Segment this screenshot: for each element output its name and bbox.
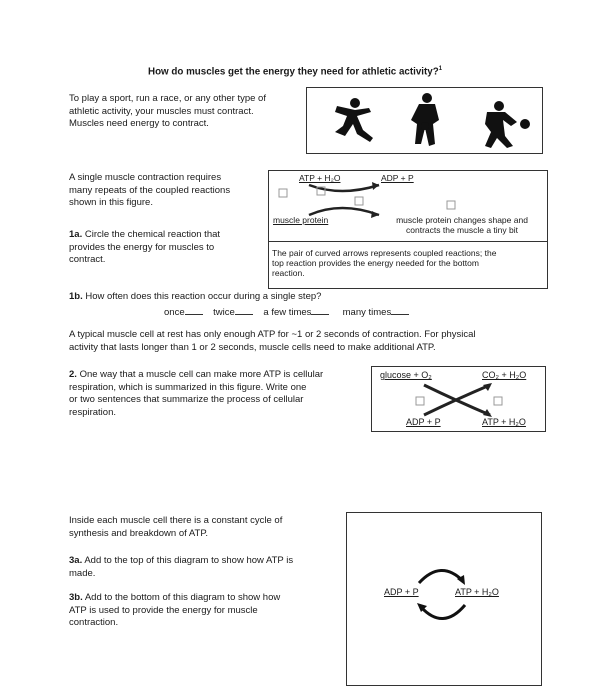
runner-silhouette	[335, 98, 373, 142]
atp-cycle-figure[interactable]	[346, 512, 542, 686]
atp-cycle-arrows	[347, 513, 541, 685]
figure-divider	[269, 241, 547, 242]
fig3-atp-label: ATP + H₂O	[455, 587, 499, 597]
basketball-player-silhouette	[411, 93, 439, 146]
q3a-text: 3a. Add to the top of this diagram to show how ATP is made.	[69, 555, 294, 579]
fig2-co2-label: CO₂ + H₂O	[482, 370, 527, 380]
q3-intro: Inside each muscle cell there is a constant cycle of synthesis and breakdown of ATP.	[69, 515, 283, 539]
q1a-text: 1a. Circle the chemical reaction that provides the energy for muscles to contract.	[69, 229, 221, 265]
fig1-caption: The pair of curved arrows represents coupled reactions; the top reaction provides the energy needed for the bottom reaction.	[272, 248, 497, 278]
fig1-top-left-label: ATP + H₂O	[299, 173, 341, 183]
page-title: How do muscles get the energy they need for athletic activity?$^1$	[148, 66, 443, 78]
q3b-text: 3b. Add to the bottom of this diagram to show how ATP is used to provide the energy for muscle contraction.	[69, 592, 281, 628]
fig1-bottom-right-label: muscle protein changes shape and contracts the muscle a tiny bit	[396, 215, 528, 235]
q1b-text: 1b. How often does this reaction occur during a single step?	[69, 291, 322, 302]
coupled-reactions-figure	[268, 170, 548, 289]
q2-text: 2. One way that a muscle cell can make more ATP is cellular respiration, which is summarized in this figure. Write one or two sentences that summarize the process of cellular respiration.	[69, 369, 324, 418]
q1b-choices	[164, 305, 409, 320]
fig1-bottom-left-label: muscle protein	[273, 215, 329, 225]
blank-line[interactable]	[391, 305, 409, 315]
fig2-atp-label: ATP + H₂O	[482, 417, 526, 427]
choice-twice[interactable]: twice	[213, 307, 235, 318]
basketball-player-dribbling-silhouette	[485, 101, 530, 148]
respiration-intro: A typical muscle cell at rest has only enough ATP for ~1 or 2 seconds of contraction. For physical activity that lasts longer than 1 or 2 seconds, muscle cells need to make additional ATP.	[69, 329, 476, 353]
choice-once[interactable]: once	[164, 307, 185, 318]
choice-few-times[interactable]: a few times	[263, 307, 312, 318]
choice-many-times[interactable]: many times	[342, 307, 392, 318]
fig3-adp-label: ADP + P	[384, 587, 419, 597]
q1-lead-text: A single muscle contraction requires many repeats of the coupled reactions shown in this figure.	[69, 172, 231, 208]
fig2-glucose-label: glucose + O₂	[380, 370, 432, 380]
blank-line[interactable]	[185, 305, 203, 315]
fig2-adp-label: ADP + P	[406, 417, 441, 427]
respiration-figure	[371, 366, 546, 432]
fig1-top-right-label: ADP + P	[381, 173, 414, 183]
blank-line[interactable]	[311, 305, 329, 315]
blank-line[interactable]	[235, 305, 253, 315]
athletes-image	[306, 87, 543, 154]
intro-text: To play a sport, run a race, or any other type of athletic activity, your muscles must contract. Muscles need energy to contract.	[69, 93, 266, 129]
